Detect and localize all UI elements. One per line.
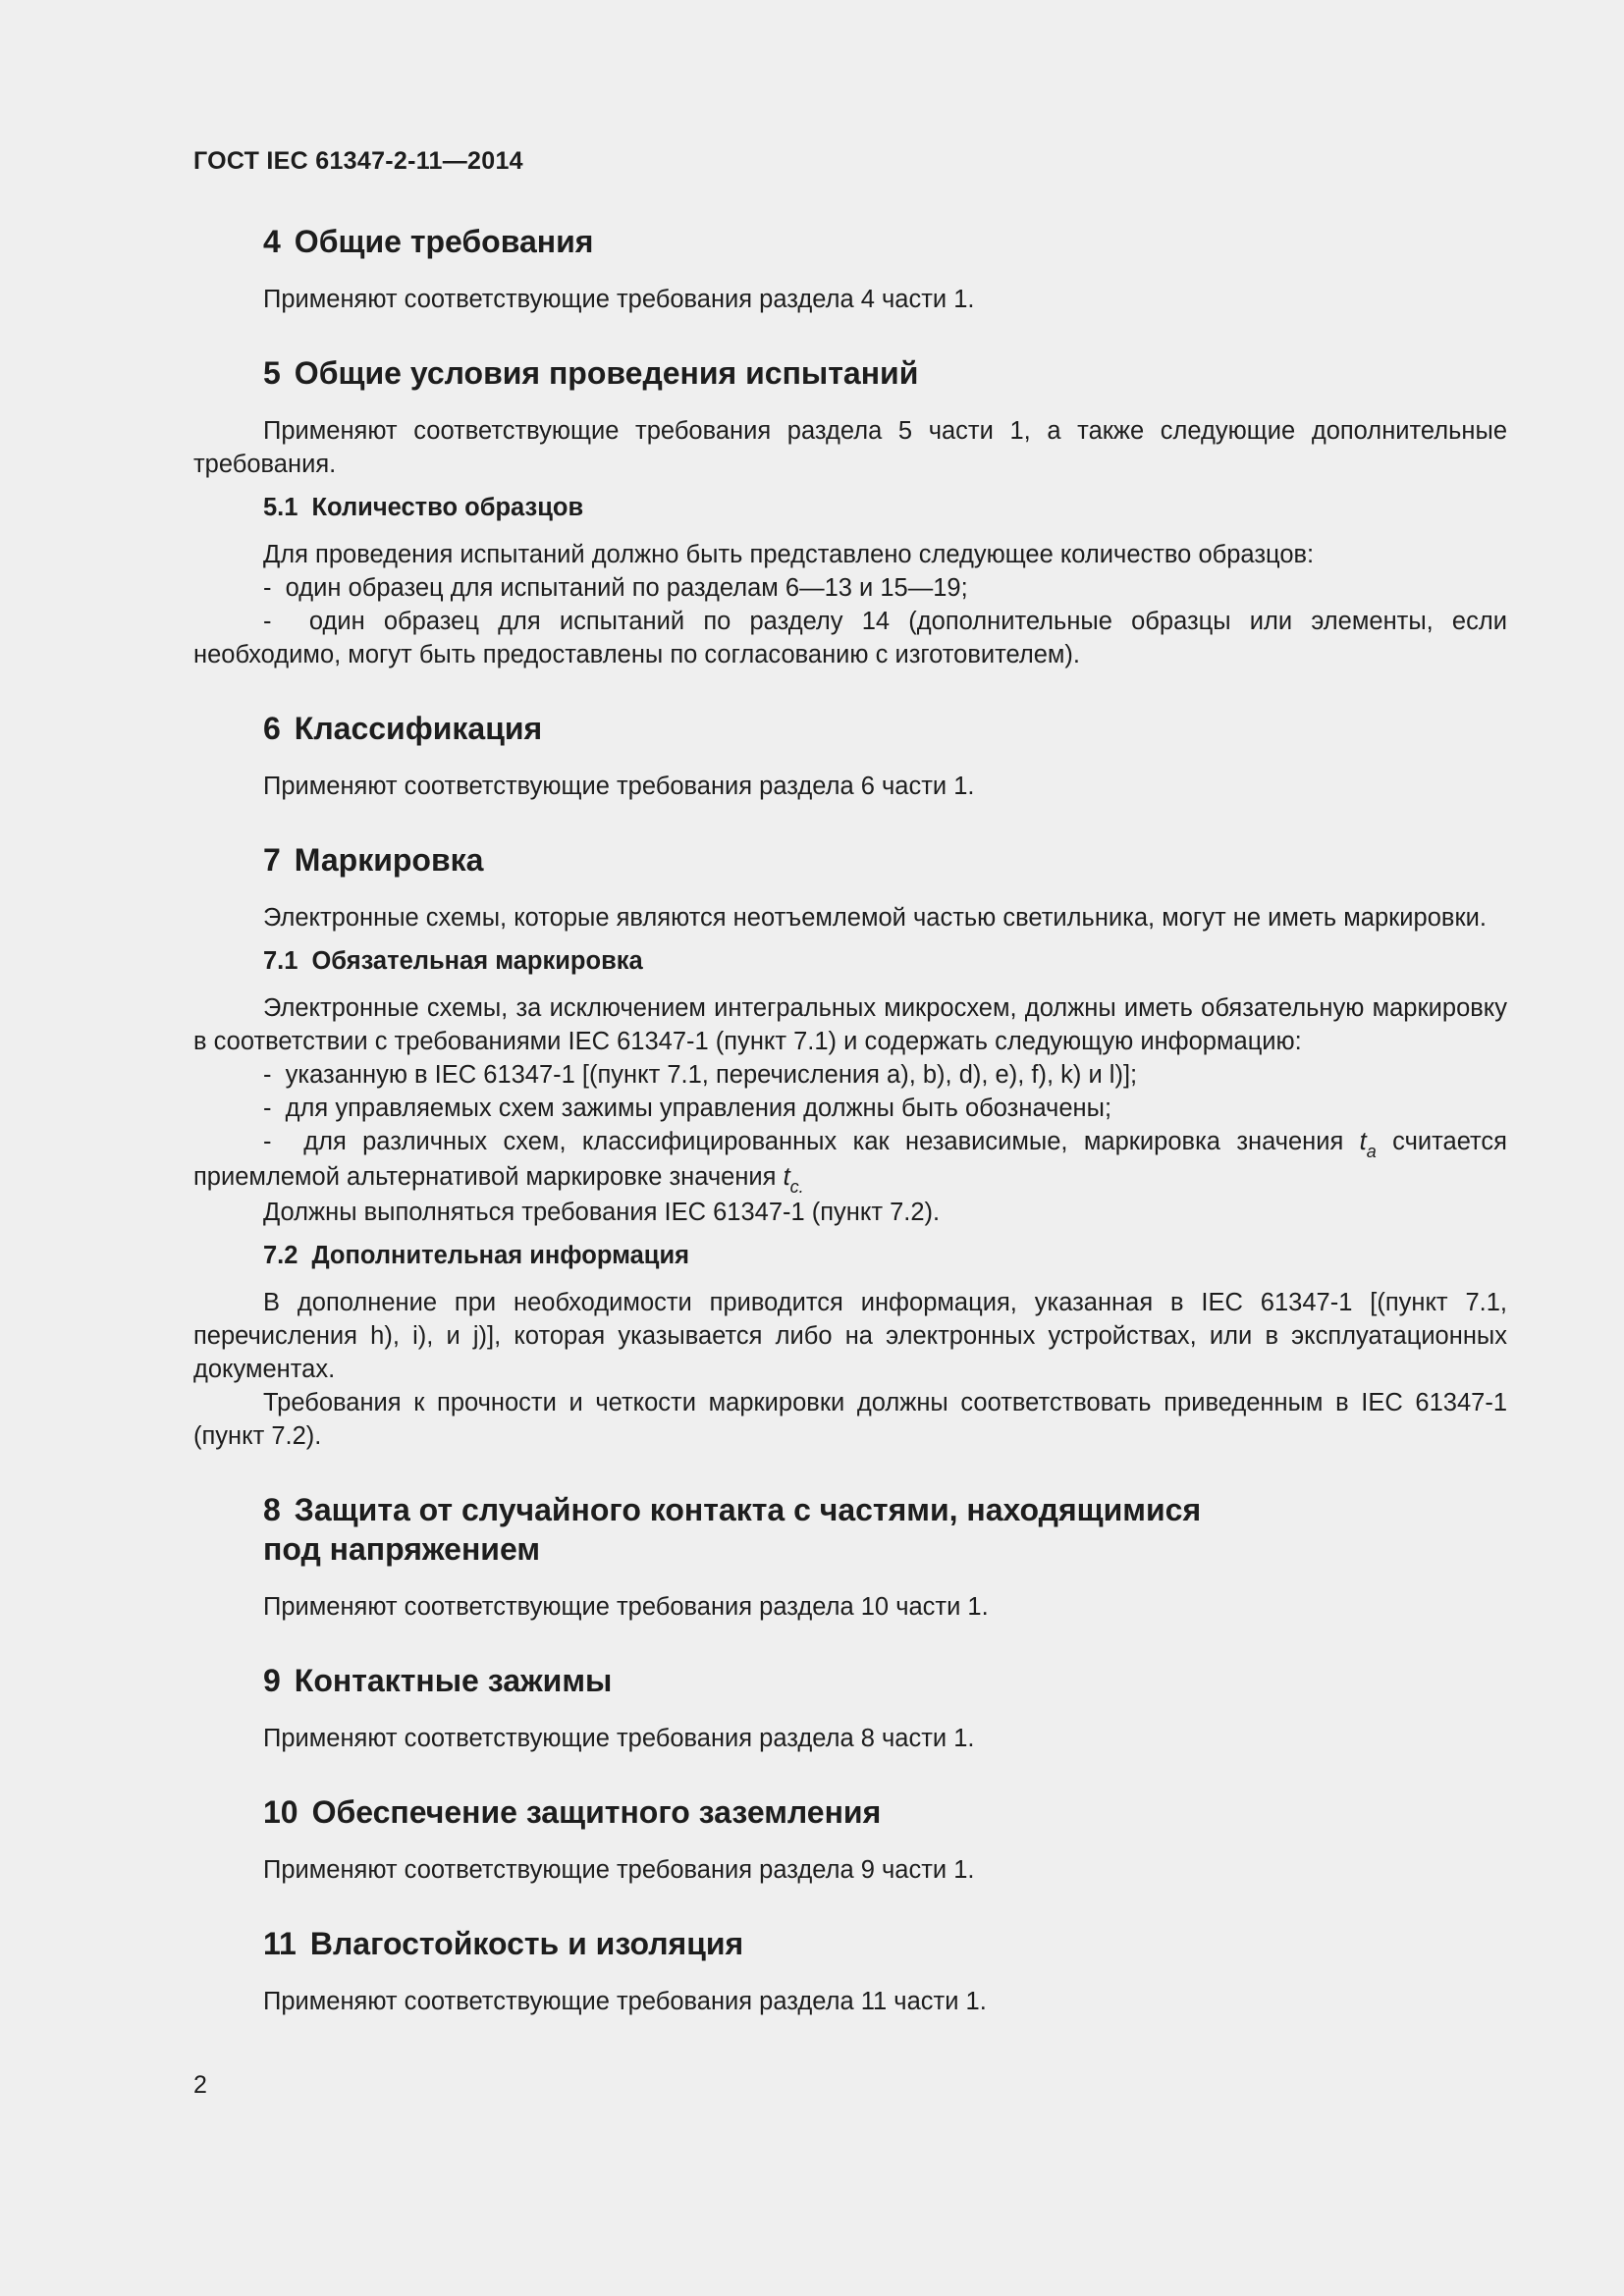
list-item: - для управляемых схем зажимы управления должны быть обозначены; [193, 1092, 1507, 1125]
document-header: ГОСТ IEC 61347-2-11—2014 [193, 147, 523, 175]
section-7-2-text-2: Требования к прочности и четкости маркировки должны соответствовать приведенным в IEC 61347-1 (пункт 7.2). [193, 1389, 1507, 1450]
section-7-1-heading: 7.1 Обязательная маркировка [263, 947, 643, 975]
list-item: - один образец для испытаний по разделам 6—13 и 15—19; [193, 571, 1507, 605]
section-7-heading: 7 Маркировка [263, 842, 484, 878]
section-7-1-note: Должны выполняться требования IEC 61347-1 (пункт 7.2). [263, 1199, 941, 1226]
list-item: - для различных схем, классифицированных как независимые, маркировка значения $t_a$ считается приемлемой альтернативой маркировке значения $t_{c.}$ [193, 1125, 1507, 1196]
section-10-text: Применяют соответствующие требования раздела 9 части 1. [263, 1856, 975, 1884]
section-5-heading: 5 Общие условия проведения испытаний [263, 355, 919, 391]
section-7-2-text: В дополнение при необходимости приводится информация, указанная в IEC 61347-1 [(пункт 7.1, перечисления h), i), и j)], которая указывается либо на электронных устройствах, или в эксплуатационных документах. [193, 1289, 1507, 1383]
document-body [193, 222, 1507, 2018]
section-4-heading: 4 Общие требования [263, 224, 594, 259]
list-item: - один образец для испытаний по разделу 14 (дополнительные образцы или элементы, если необходимо, могут быть предоставлены по согласованию с изготовителем). [193, 605, 1507, 671]
section-5-1-text: Для проведения испытаний должно быть представлено следующее количество образцов: [263, 541, 1315, 568]
section-10-heading: 10 Обеспечение защитного заземления [263, 1794, 882, 1830]
section-11-heading: 11 Влагостойкость и изоляция [263, 1926, 744, 1961]
section-9-text: Применяют соответствующие требования раздела 8 части 1. [263, 1725, 975, 1752]
section-5-1-heading: 5.1 Количество образцов [263, 494, 584, 521]
section-7-text: Электронные схемы, которые являются неотъемлемой частью светильника, могут не иметь маркировки. [263, 904, 1487, 932]
section-7-1-text: Электронные схемы, за исключением интегральных микросхем, должны иметь обязательную маркировку в соответствии с требованиями IEC 61347-1 (пункт 7.1) и содержать следующую информацию: [193, 994, 1507, 1055]
section-6-text: Применяют соответствующие требования раздела 6 части 1. [263, 773, 975, 800]
page-number: 2 [193, 2071, 207, 2099]
section-8-text: Применяют соответствующие требования раздела 10 части 1. [263, 1593, 989, 1621]
section-11-text: Применяют соответствующие требования раздела 11 части 1. [263, 1988, 987, 2015]
section-9-heading: 9 Контактные зажимы [263, 1663, 613, 1698]
section-6-heading: 6 Классификация [263, 711, 543, 746]
section-8-heading: 8 Защита от случайного контакта с частями, находящимися под напряжением [263, 1492, 1202, 1567]
section-5-text: Применяют соответствующие требования раздела 5 части 1, а также следующие дополнительные требования. [193, 417, 1507, 478]
section-7-2-heading: 7.2 Дополнительная информация [263, 1242, 690, 1269]
list-item: - указанную в IEC 61347-1 [(пункт 7.1, перечисления a), b), d), e), f), k) и l)]; [193, 1058, 1507, 1092]
section-4-text: Применяют соответствующие требования раздела 4 части 1. [263, 286, 975, 313]
